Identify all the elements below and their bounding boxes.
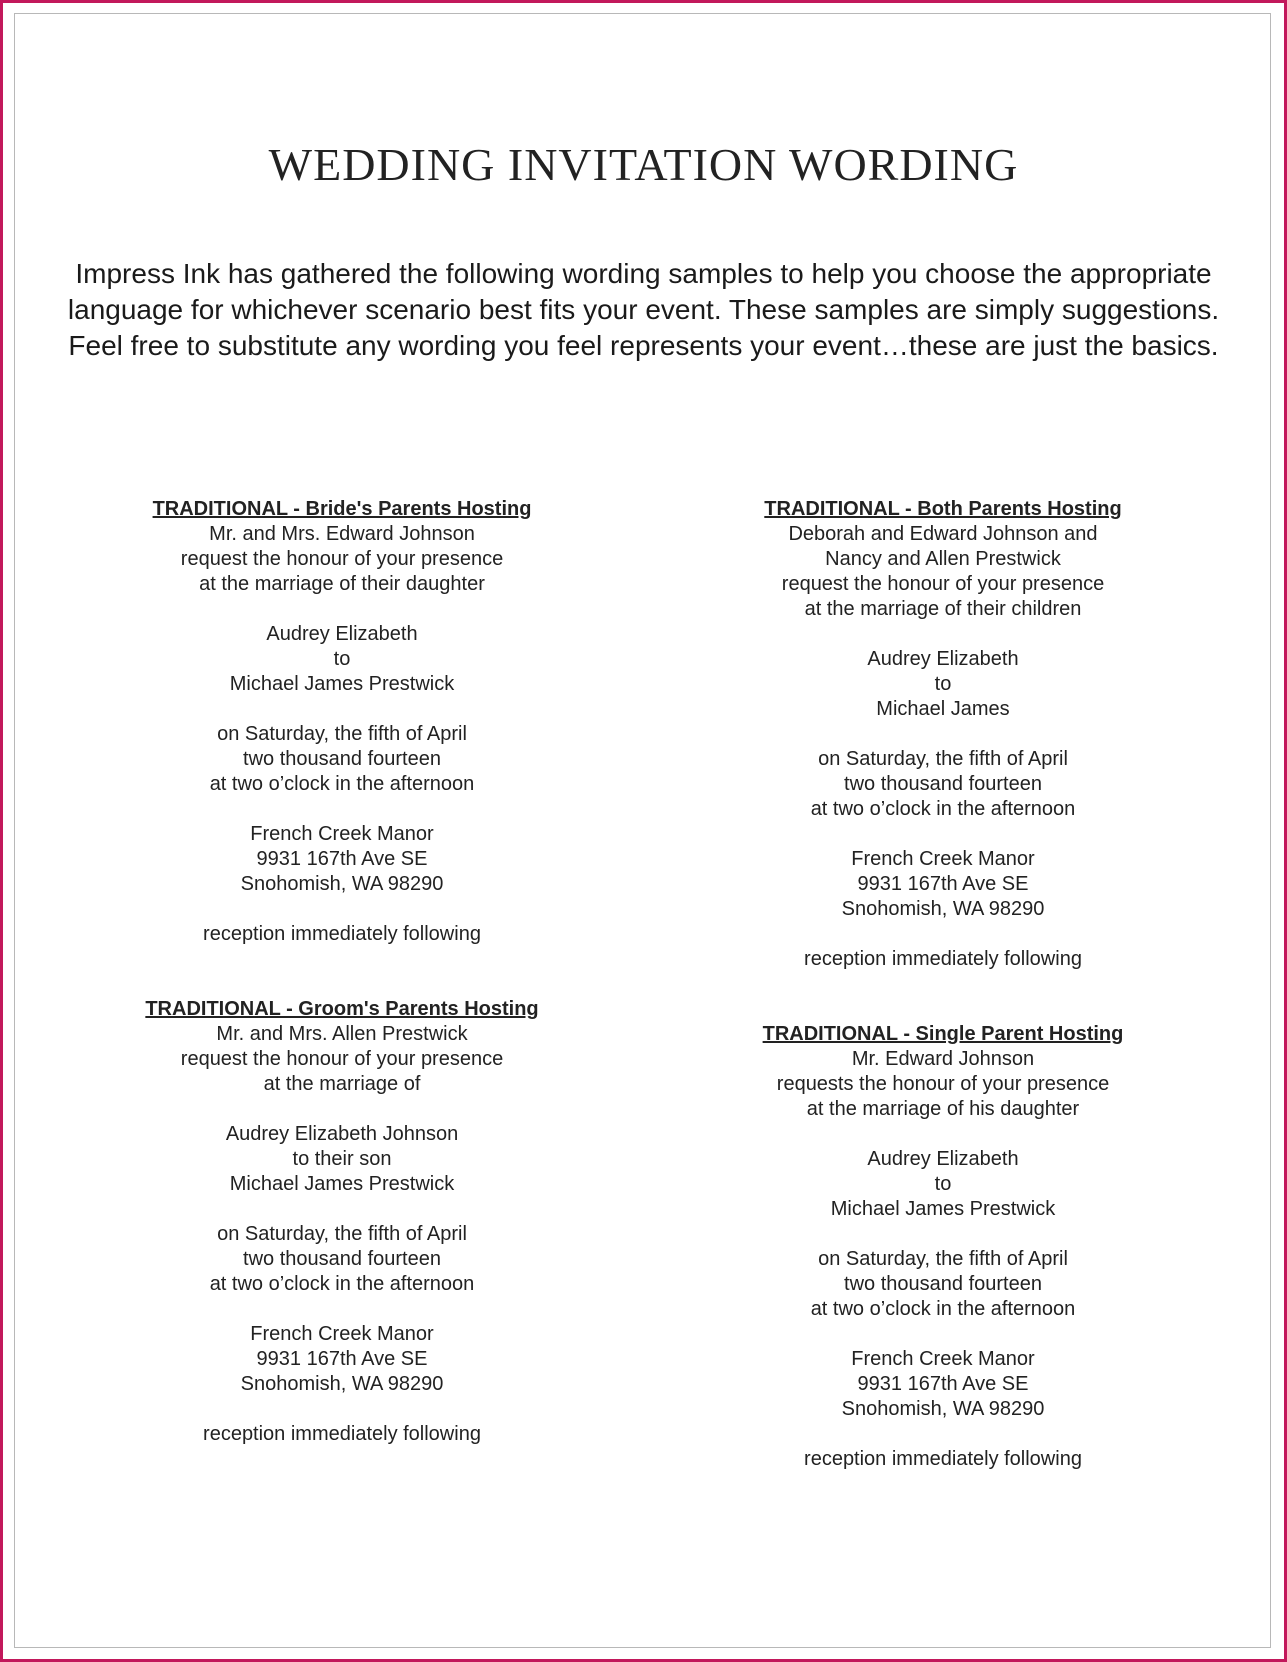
- spacer: [62, 1097, 622, 1122]
- text-line: 9931 167th Ave SE: [256, 1348, 428, 1370]
- text-line: Michael James: [876, 698, 1010, 720]
- text-line: request the honour of your presence: [180, 1048, 504, 1070]
- text-line: two thousand fourteen: [243, 1248, 441, 1270]
- spacer: [62, 597, 622, 622]
- spacer: [62, 697, 622, 722]
- text-line: Snohomish, WA 98290: [841, 898, 1045, 920]
- spacer: [62, 1197, 622, 1222]
- spacer: [663, 1222, 1223, 1247]
- text-line: at the marriage of his daughter: [806, 1098, 1080, 1120]
- spacer: [663, 1422, 1223, 1447]
- text-line: two thousand fourteen: [844, 1273, 1042, 1295]
- text-line: reception immediately following: [203, 923, 481, 945]
- text-line: Deborah and Edward Johnson and: [788, 523, 1098, 545]
- left-column: [62, 497, 622, 947]
- text-line: on Saturday, the fifth of April: [217, 1223, 467, 1245]
- text-line: two thousand fourteen: [844, 773, 1042, 795]
- intro-paragraph: Impress Ink has gathered the following wording samples to help you choose the appropriate language for whichever scenario best fits your event. These samples are simply suggestions. Feel free to substitute any wording you feel represents your event…these are just the basics.: [67, 258, 1220, 361]
- section-brides-parents-hosting: [62, 497, 622, 947]
- text-line: 9931 167th Ave SE: [256, 848, 428, 870]
- text-line: Snohomish, WA 98290: [240, 873, 444, 895]
- spacer: [62, 897, 622, 922]
- text-line: French Creek Manor: [250, 823, 434, 845]
- spacer: [62, 797, 622, 822]
- text-line: on Saturday, the fifth of April: [217, 723, 467, 745]
- text-line: at two o’clock in the afternoon: [810, 798, 1076, 820]
- text-line: request the honour of your presence: [781, 573, 1105, 595]
- right-column-lower: [663, 1022, 1223, 1472]
- section-heading: TRADITIONAL - Both Parents Hosting: [764, 498, 1122, 520]
- spacer: [663, 622, 1223, 647]
- text-line: to: [333, 648, 351, 670]
- text-line: request the honour of your presence: [180, 548, 504, 570]
- text-line: at the marriage of: [263, 1073, 421, 1095]
- text-line: at two o’clock in the afternoon: [209, 1273, 475, 1295]
- text-line: 9931 167th Ave SE: [857, 1373, 1029, 1395]
- text-line: French Creek Manor: [250, 1323, 434, 1345]
- spacer: [663, 722, 1223, 747]
- text-line: Nancy and Allen Prestwick: [825, 548, 1061, 570]
- text-line: to their son: [292, 1148, 392, 1170]
- section-grooms-parents-hosting: [62, 997, 622, 1447]
- text-line: Mr. Edward Johnson: [851, 1048, 1035, 1070]
- spacer: [62, 1397, 622, 1422]
- text-line: French Creek Manor: [851, 1348, 1035, 1370]
- right-column: [663, 497, 1223, 972]
- text-line: on Saturday, the fifth of April: [818, 1248, 1068, 1270]
- text-line: Michael James Prestwick: [229, 673, 455, 695]
- text-line: Audrey Elizabeth: [867, 648, 1019, 670]
- text-line: at the marriage of their daughter: [199, 573, 485, 595]
- text-line: French Creek Manor: [851, 848, 1035, 870]
- section-heading: TRADITIONAL - Groom's Parents Hosting: [145, 998, 539, 1020]
- text-line: Audrey Elizabeth Johnson: [225, 1123, 459, 1145]
- text-line: to: [934, 1173, 952, 1195]
- text-line: Audrey Elizabeth: [266, 623, 418, 645]
- text-line: Michael James Prestwick: [229, 1173, 455, 1195]
- spacer: [663, 822, 1223, 847]
- text-line: Mr. and Mrs. Allen Prestwick: [216, 1023, 468, 1045]
- page-title: WEDDING INVITATION WORDING: [268, 139, 1019, 190]
- text-line: at two o’clock in the afternoon: [209, 773, 475, 795]
- text-line: 9931 167th Ave SE: [857, 873, 1029, 895]
- text-line: reception immediately following: [804, 1448, 1082, 1470]
- text-line: Snohomish, WA 98290: [841, 1398, 1045, 1420]
- section-single-parent-hosting: [663, 1022, 1223, 1472]
- text-line: at two o’clock in the afternoon: [810, 1298, 1076, 1320]
- text-line: Snohomish, WA 98290: [240, 1373, 444, 1395]
- text-line: at the marriage of their children: [804, 598, 1082, 620]
- text-line: reception immediately following: [203, 1423, 481, 1445]
- text-line: Audrey Elizabeth: [867, 1148, 1019, 1170]
- text-line: two thousand fourteen: [243, 748, 441, 770]
- text-line: Mr. and Mrs. Edward Johnson: [209, 523, 475, 545]
- spacer: [663, 922, 1223, 947]
- section-heading: TRADITIONAL - Single Parent Hosting: [762, 1023, 1124, 1045]
- section-both-parents-hosting: [663, 497, 1223, 972]
- spacer: [663, 1322, 1223, 1347]
- left-column-lower: [62, 997, 622, 1447]
- text-line: on Saturday, the fifth of April: [818, 748, 1068, 770]
- text-line: Michael James Prestwick: [830, 1198, 1056, 1220]
- section-heading: TRADITIONAL - Bride's Parents Hosting: [152, 498, 532, 520]
- spacer: [62, 1297, 622, 1322]
- text-line: to: [934, 673, 952, 695]
- text-line: reception immediately following: [804, 948, 1082, 970]
- spacer: [663, 1122, 1223, 1147]
- text-line: requests the honour of your presence: [776, 1073, 1110, 1095]
